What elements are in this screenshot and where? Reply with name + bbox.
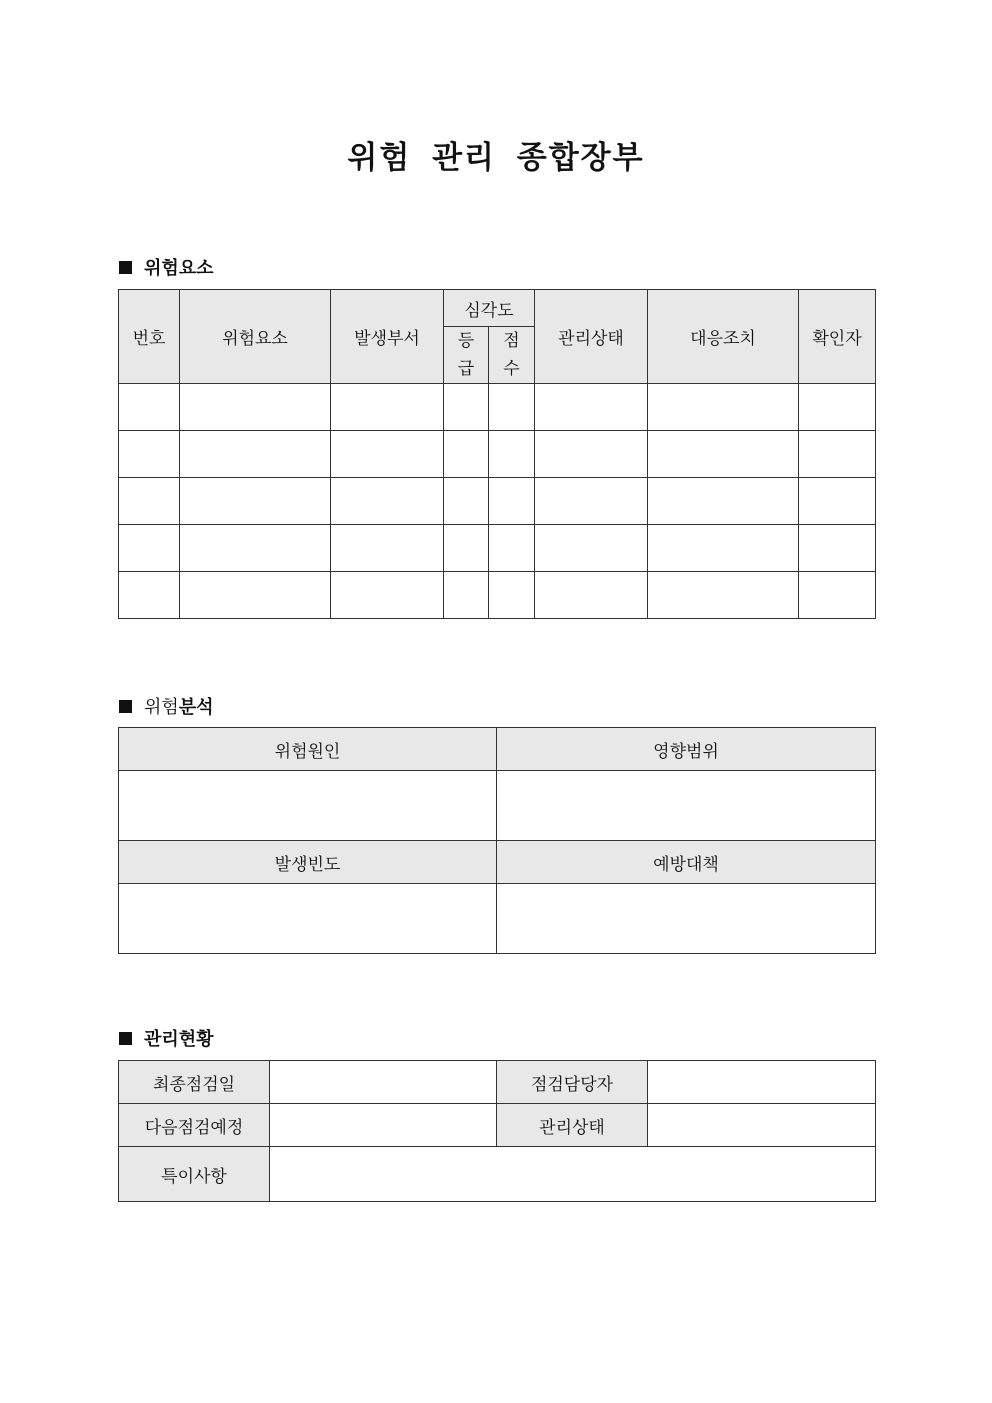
field-inspector[interactable] xyxy=(648,1061,876,1104)
col-header-confirmer: 확인자 xyxy=(799,290,876,384)
section-heading-risk-analysis xyxy=(119,693,214,719)
cell-score[interactable] xyxy=(489,478,535,525)
cell-score[interactable] xyxy=(489,384,535,431)
col-header-grade-line1: 등 xyxy=(457,331,475,351)
col-header-grade-line2: 급 xyxy=(457,359,475,379)
cell-prevention[interactable] xyxy=(497,884,876,954)
table-row xyxy=(119,525,876,572)
field-last-check-date[interactable] xyxy=(270,1061,497,1104)
cell-factor[interactable] xyxy=(180,478,331,525)
cell-confirmer[interactable] xyxy=(799,478,876,525)
col-header-action: 대응조치 xyxy=(648,290,799,384)
management-status-table xyxy=(118,1060,876,1202)
col-header-score-line2: 수 xyxy=(503,359,520,379)
risk-analysis-table xyxy=(118,727,876,954)
cell-no[interactable] xyxy=(119,384,180,431)
cell-status[interactable] xyxy=(535,478,648,525)
cell-action[interactable] xyxy=(648,525,799,572)
square-bullet-icon xyxy=(119,700,132,713)
cell-confirmer[interactable] xyxy=(799,431,876,478)
cell-no[interactable] xyxy=(119,525,180,572)
col-header-grade xyxy=(444,327,489,384)
cell-no[interactable] xyxy=(119,478,180,525)
col-header-factor: 위험요소 xyxy=(180,290,331,384)
cell-dept[interactable] xyxy=(331,572,444,619)
field-status[interactable] xyxy=(648,1104,876,1147)
header-cause: 위험원인 xyxy=(119,728,497,771)
cell-score[interactable] xyxy=(489,572,535,619)
cell-action[interactable] xyxy=(648,431,799,478)
cell-impact[interactable] xyxy=(497,771,876,841)
cell-status[interactable] xyxy=(535,384,648,431)
section-heading-label: 관리현황 xyxy=(144,1029,214,1050)
table-row xyxy=(119,431,876,478)
section-heading-label-light: 위험 xyxy=(144,697,179,718)
risk-factors-table xyxy=(118,289,876,619)
cell-grade[interactable] xyxy=(444,431,489,478)
cell-action[interactable] xyxy=(648,384,799,431)
cell-score[interactable] xyxy=(489,431,535,478)
label-next-check: 다음점검예정 xyxy=(119,1104,270,1147)
cell-no[interactable] xyxy=(119,572,180,619)
page-title: 위험 관리 종합장부 xyxy=(347,140,645,176)
label-status: 관리상태 xyxy=(497,1104,648,1147)
cell-dept[interactable] xyxy=(331,384,444,431)
label-inspector: 점검담당자 xyxy=(497,1061,648,1104)
section-heading-risk-factors xyxy=(119,254,214,280)
header-frequency: 발생빈도 xyxy=(119,841,497,884)
col-header-dept: 발생부서 xyxy=(331,290,444,384)
section-heading-label-bold: 분석 xyxy=(178,697,214,718)
cell-score[interactable] xyxy=(489,525,535,572)
cell-confirmer[interactable] xyxy=(799,572,876,619)
table-row xyxy=(119,384,876,431)
col-header-score-line1: 점 xyxy=(503,331,520,351)
cell-grade[interactable] xyxy=(444,572,489,619)
field-next-check[interactable] xyxy=(270,1104,497,1147)
cell-grade[interactable] xyxy=(444,525,489,572)
table-row xyxy=(119,478,876,525)
square-bullet-icon xyxy=(119,1032,132,1045)
cell-frequency[interactable] xyxy=(119,884,497,954)
cell-dept[interactable] xyxy=(331,525,444,572)
cell-factor[interactable] xyxy=(180,572,331,619)
cell-confirmer[interactable] xyxy=(799,384,876,431)
cell-grade[interactable] xyxy=(444,478,489,525)
cell-cause[interactable] xyxy=(119,771,497,841)
label-remarks: 특이사항 xyxy=(119,1147,270,1202)
table-row xyxy=(119,572,876,619)
col-header-no: 번호 xyxy=(119,290,180,384)
header-impact: 영향범위 xyxy=(497,728,876,771)
cell-status[interactable] xyxy=(535,525,648,572)
cell-status[interactable] xyxy=(535,572,648,619)
cell-action[interactable] xyxy=(648,478,799,525)
cell-confirmer[interactable] xyxy=(799,525,876,572)
col-header-status: 관리상태 xyxy=(535,290,648,384)
cell-no[interactable] xyxy=(119,431,180,478)
cell-status[interactable] xyxy=(535,431,648,478)
section-heading-label: 위험요소 xyxy=(144,258,214,279)
cell-factor[interactable] xyxy=(180,384,331,431)
field-remarks[interactable] xyxy=(270,1147,876,1202)
cell-grade[interactable] xyxy=(444,384,489,431)
cell-dept[interactable] xyxy=(331,478,444,525)
cell-factor[interactable] xyxy=(180,525,331,572)
label-last-check-date: 최종점검일 xyxy=(119,1061,270,1104)
cell-dept[interactable] xyxy=(331,431,444,478)
col-header-score xyxy=(489,327,535,384)
header-prevention: 예방대책 xyxy=(497,841,876,884)
cell-factor[interactable] xyxy=(180,431,331,478)
cell-action[interactable] xyxy=(648,572,799,619)
square-bullet-icon xyxy=(119,261,132,274)
section-heading-management xyxy=(119,1025,214,1051)
col-header-severity: 심각도 xyxy=(444,290,535,327)
